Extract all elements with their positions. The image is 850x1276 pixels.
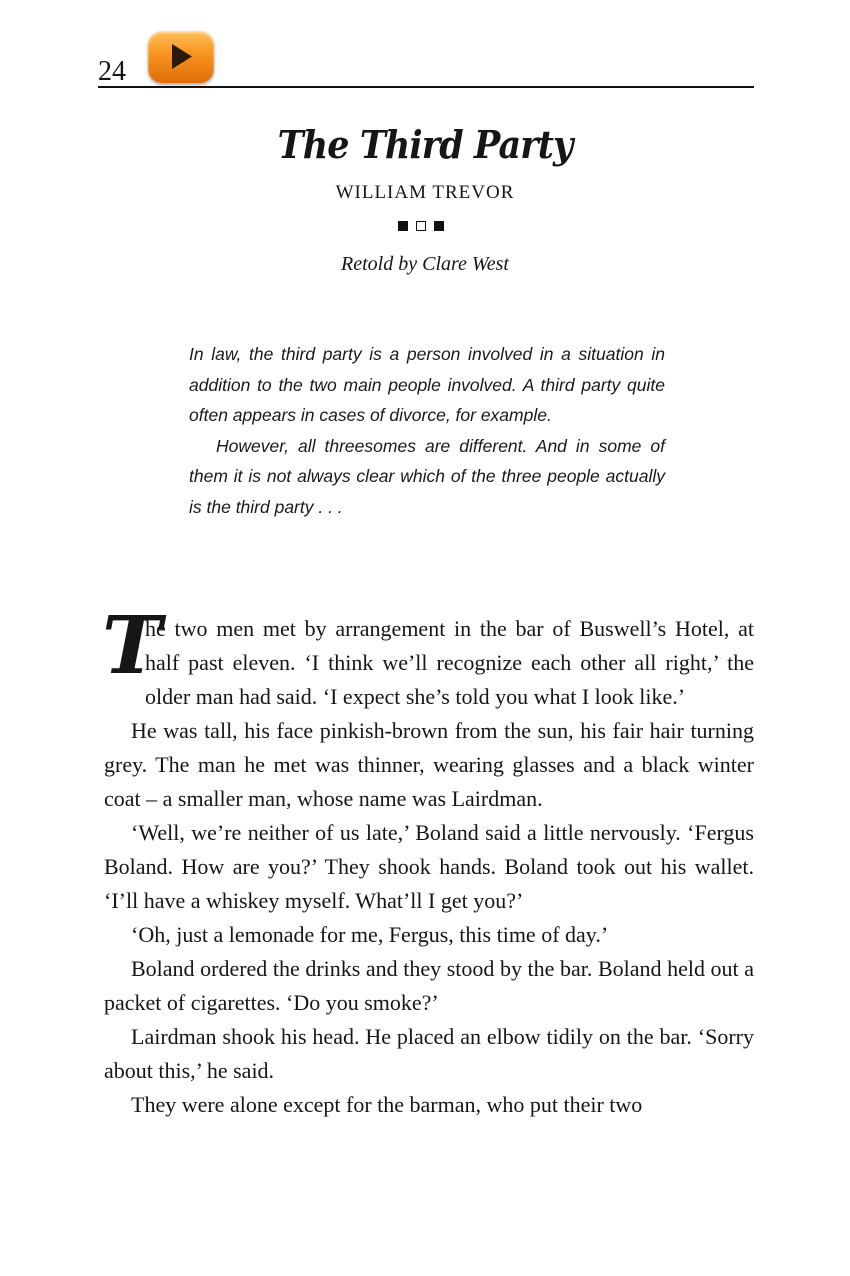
body-paragraph: Lairdman shook his head. He placed an elbow tidily on the bar. ‘Sorry about this,’ he said. [104, 1024, 754, 1083]
intro-paragraph: However, all threesomes are different. And in some of them it is not always clear which of the three people actually is the third party . . . [189, 435, 665, 517]
story-introduction [189, 339, 665, 523]
story-title: The Third Party [277, 122, 573, 167]
body-paragraph-text: he two men met by arrangement in the bar of Buswell’s Hotel, at half past eleven. ‘I think we’ll recognize each other all right,’ the older man had said. ‘I expect she’s told you what I look like.’ [145, 616, 754, 709]
page-number: 24 [98, 56, 126, 87]
play-button[interactable] [148, 31, 214, 83]
section-ornament [398, 221, 458, 233]
story-body [102, 598, 754, 1122]
header-divider [98, 86, 754, 88]
body-paragraph [102, 598, 754, 714]
body-paragraph: They were alone except for the barman, who put their two [131, 1092, 643, 1117]
body-paragraph: Boland ordered the drinks and they stood by the bar. Boland held out a packet of cigarettes. ‘Do you smoke?’ [104, 956, 754, 1015]
ornament-square-filled [434, 221, 444, 231]
body-paragraph: He was tall, his face pinkish-brown from the sun, his fair hair turning grey. The man he met was thinner, wearing glasses and a black winter coat – a smaller man, whose name was Lairdman. [104, 718, 754, 811]
play-icon [148, 31, 214, 83]
ornament-square-open [416, 221, 426, 231]
story-author: WILLIAM TREVOR [335, 182, 515, 203]
retold-by: Retold by Clare West [341, 253, 509, 275]
body-paragraph: ‘Oh, just a lemonade for me, Fergus, this time of day.’ [131, 922, 609, 947]
drop-cap: T [102, 598, 162, 692]
body-paragraph: ‘Well, we’re neither of us late,’ Boland said a little nervously. ‘Fergus Boland. How are you?’ They shook hands. Boland took out his wallet. ‘I’ll have a whiskey myself. What’ll I get you?’ [104, 820, 754, 913]
ornament-square-filled [398, 221, 408, 231]
intro-paragraph: In law, the third party is a person involved in a situation in addition to the two main people involved. A third party quite often appears in cases of divorce, for example. [189, 344, 665, 426]
